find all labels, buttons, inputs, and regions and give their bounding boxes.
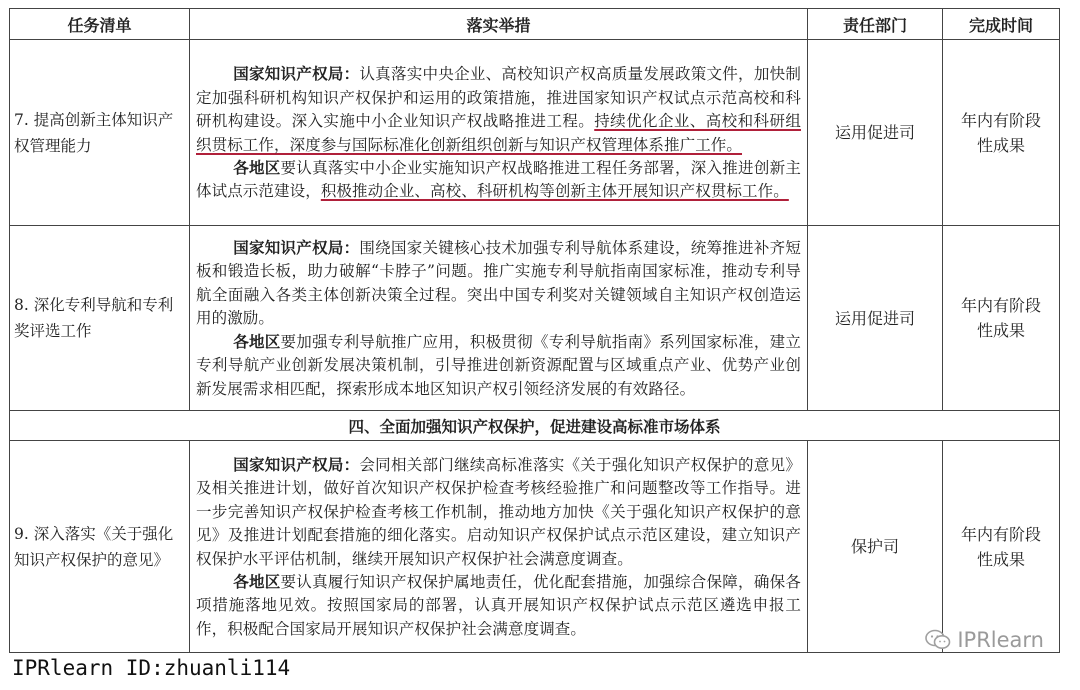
wechat-icon: [925, 629, 951, 651]
header-row: [10, 9, 1060, 40]
dept-cell: 运用促进司: [808, 40, 943, 226]
local-text: 要加强专利导航推广应用，积极贯彻《专利导航指南》系列国家标准，建立专利导航产业创新发展决策机制，引导推进创新资源配置与区域重点产业、优势产业创新发展需求相匹配，探索形成本地区知识产权引领经济发展的有效路径。: [196, 332, 801, 398]
header-time: 完成时间: [943, 9, 1060, 40]
table-row: [10, 226, 1060, 411]
watermark-text: IPRlearn: [957, 628, 1044, 652]
header-measure: 落实举措: [190, 9, 808, 40]
footer-id-text: IPRlearn ID:zhuanli114: [12, 656, 291, 680]
dept-cell: 保护司: [808, 441, 943, 653]
local-text-underlined: 积极推动企业、高校、科研机构等创新主体开展知识产权贯标工作。: [320, 182, 789, 201]
local-paragraph: [196, 331, 801, 401]
national-label: 国家知识产权局：: [233, 455, 360, 474]
national-text: 围绕国家关键核心技术加强专利导航体系建设，统筹推进补齐短板和锻造长板，助力破解“卡脖子”问题。推广实施专利导航指南国家标准，推动专利导航全面融入各类主体创新决策全过程。突出中国专利奖对关键领域自主知识产权创造运用的激励。: [196, 239, 801, 328]
task-cell: 8. 深化专利导航和专利奖评选工作: [10, 226, 190, 411]
national-paragraph: [196, 237, 801, 331]
table-row: [10, 40, 1060, 226]
task-cell: 7. 提高创新主体知识产权管理能力: [10, 40, 190, 226]
task-cell: 9. 深入落实《关于强化知识产权保护的意见》: [10, 441, 190, 653]
national-text-underlined: 持续优化企业、高校和科研组织贯标工作，深度参与国际标准化创新组织创新与知识产权管理体系推广工作。: [196, 112, 801, 154]
national-paragraph: [196, 454, 801, 571]
national-text: 认真落实中央企业、高校知识产权高质量发展政策文件，加快制定加强科研机构知识产权保护和运用的政策措施，推进国家知识产权试点示范高校和科研机构建设。深入实施中小企业知识产权战略推进工程。: [196, 65, 801, 131]
measure-cell: [190, 441, 808, 653]
task-table: [9, 8, 1060, 653]
table-row: [10, 441, 1060, 653]
time-cell: 年内有阶段性成果: [943, 40, 1060, 226]
local-text: 要认真落实中小企业实施知识产权战略推进工程任务部署，深入推进创新主体试点示范建设，: [196, 158, 801, 201]
measure-cell: [190, 226, 808, 411]
national-paragraph: [196, 63, 801, 157]
dept-cell: 运用促进司: [808, 226, 943, 411]
time-cell: 年内有阶段性成果: [943, 441, 1060, 653]
header-dept: 责任部门: [808, 9, 943, 40]
watermark: [925, 628, 1044, 652]
header-task: 任务清单: [10, 9, 190, 40]
local-text: 要认真履行知识产权保护属地责任，优化配套措施，加强综合保障，确保各项措施落地见效。按照国家局的部署，认真开展知识产权保护试点示范区遴选申报工作，积极配合国家局开展知识产权保护社会满意度调查。: [196, 572, 801, 638]
measure-cell: [190, 40, 808, 226]
national-label: 国家知识产权局：: [233, 239, 360, 258]
national-label: 国家知识产权局：: [233, 65, 360, 84]
section-title: 四、全面加强知识产权保护，促进建设高标准市场体系: [10, 411, 1060, 441]
local-label: 各地区: [233, 332, 281, 351]
local-label: 各地区: [233, 158, 281, 177]
local-label: 各地区: [233, 572, 281, 591]
national-text: 会同相关部门继续高标准落实《关于强化知识产权保护的意见》及相关推进计划，做好首次知识产权保护检查考核经验推广和问题整改等工作指导。进一步完善知识产权保护检查考核工作机制，推动地方加快《关于强化知识产权保护的意见》及推进计划配套措施的细化落实。启动知识产权保护试点示范区建设，建立知识产权保护水平评估机制，继续开展知识产权保护社会满意度调查。: [196, 455, 801, 568]
section-row: [10, 411, 1060, 441]
time-cell: 年内有阶段性成果: [943, 226, 1060, 411]
local-paragraph: [196, 571, 801, 641]
local-paragraph: [196, 157, 801, 204]
